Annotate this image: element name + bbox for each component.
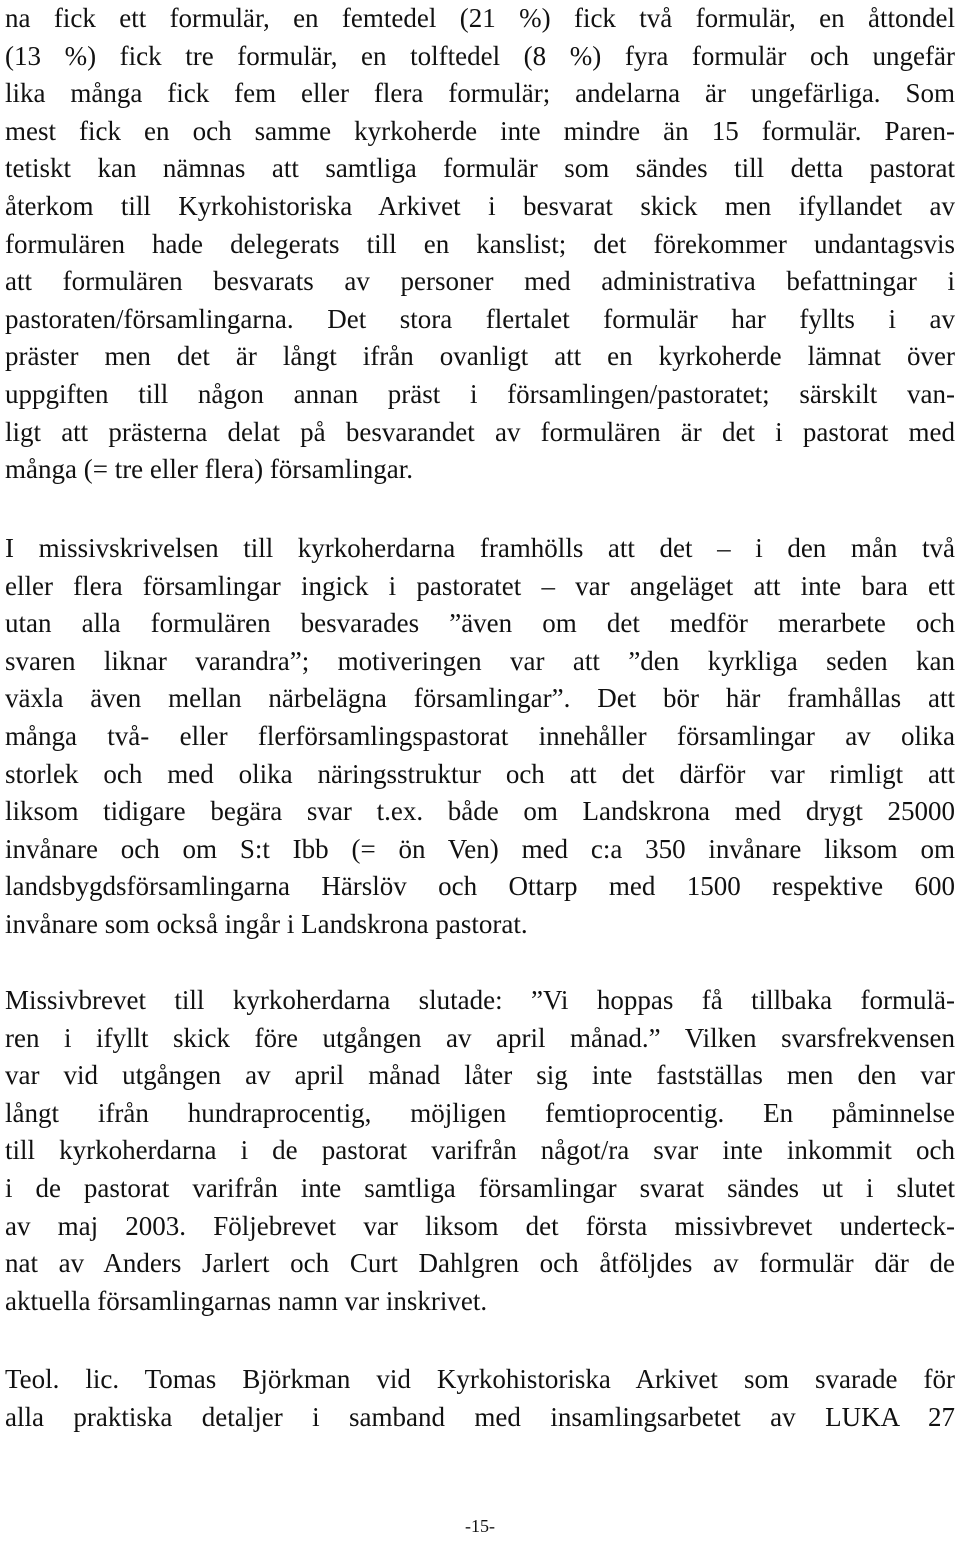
text-line: storlek och med olika näringsstruktur och att det därför var rimligt att bbox=[5, 758, 955, 789]
text-line: Teol. lic. Tomas Björkman vid Kyrkohistoriska Arkivet som svarade för bbox=[5, 1364, 955, 1394]
text-line: utan alla formulären besvarades ”även om det medför merarbete och bbox=[5, 608, 955, 639]
text-line: uppgiften till någon annan präst i församlingen/pastoratet; särskilt van- bbox=[5, 378, 955, 409]
text-line: återkom till Kyrkohistoriska Arkivet i besvarat skick men ifyllandet av bbox=[5, 190, 955, 221]
text-line: att formulären besvarats av personer med administrativa befattningar i bbox=[5, 266, 955, 297]
text-line: ligt att prästerna delat på besvarandet av formulären är det i pastorat med bbox=[5, 416, 955, 447]
text-line: av maj 2003. Följebrevet var liksom det första missivbrevet underteck- bbox=[5, 1210, 955, 1241]
paragraph-4 bbox=[5, 1361, 955, 1436]
text-line: många två- eller flerförsamlingspastorat innehåller församlingar av olika bbox=[5, 720, 955, 751]
text-line: ren i ifyllt skick före utgången av april månad.” Vilken svarsfrekvensen bbox=[5, 1022, 955, 1053]
text-line: alla praktiska detaljer i samband med insamlingsarbetet av LUKA 27 bbox=[5, 1401, 955, 1432]
text-line: invånare och om S:t Ibb (= ön Ven) med c:a 350 invånare liksom om bbox=[5, 833, 955, 864]
text-line: präster men det är långt ifrån ovanligt att en kyrkoherde lämnat över bbox=[5, 341, 955, 372]
text-line: formulären hade delegerats till en kanslist; det förekommer undantagsvis bbox=[5, 228, 955, 259]
text-line: liksom tidigare begära svar t.ex. både om Landskrona med drygt 25000 bbox=[5, 796, 955, 827]
text-line: i de pastorat varifrån inte samtliga församlingar svarat sändes ut i slutet bbox=[5, 1172, 955, 1203]
text-line: aktuella församlingarnas namn var inskrivet. bbox=[5, 1285, 488, 1316]
text-line: mest fick en och samme kyrkoherde inte mindre än 15 formulär. Paren- bbox=[5, 115, 955, 146]
paragraph-2 bbox=[5, 530, 955, 944]
text-line: landsbygdsförsamlingarna Härslöv och Ottarp med 1500 respektive 600 bbox=[5, 871, 955, 902]
text-line: tetiskt kan nämnas att samtliga formulär som sändes till detta pastorat bbox=[5, 153, 955, 184]
text-line: var vid utgången av april månad låter sig inte fastställas men den var bbox=[5, 1060, 955, 1091]
text-line: I missivskrivelsen till kyrkoherdarna framhölls att det – i den mån två bbox=[5, 533, 955, 563]
text-line: många (= tre eller flera) församlingar. bbox=[5, 454, 414, 485]
text-line: långt ifrån hundraprocentig, möjligen femtioprocentig. En påminnelse bbox=[5, 1097, 955, 1128]
paragraph-3 bbox=[5, 982, 955, 1320]
text-line: svaren liknar varandra”; motiveringen var att ”den kyrkliga seden kan bbox=[5, 645, 955, 676]
text-line: Missivbrevet till kyrkoherdarna slutade: ”Vi hoppas få tillbaka formulä- bbox=[5, 985, 955, 1015]
page-number: -15- bbox=[465, 1516, 495, 1536]
text-line: lika många fick fem eller flera formulär; andelarna är ungefärliga. Som bbox=[5, 78, 955, 109]
text-line: till kyrkoherdarna i de pastorat varifrån något/ra svar inte inkommit och bbox=[5, 1135, 955, 1166]
text-line: eller flera församlingar ingick i pastoratet – var angeläget att inte bara ett bbox=[5, 570, 955, 601]
text-line: växla även mellan närbelägna församlingar”. Det bör här framhållas att bbox=[5, 683, 955, 714]
text-line: invånare som också ingår i Landskrona pastorat. bbox=[5, 908, 528, 939]
text-line: nat av Anders Jarlert och Curt Dahlgren och åtföljdes av formulär där de bbox=[5, 1248, 955, 1279]
paragraph-1 bbox=[5, 0, 955, 489]
text-line: na fick ett formulär, en femtedel (21 %) fick två formulär, en åttondel bbox=[5, 3, 955, 33]
text-line: pastoraten/församlingarna. Det stora flertalet formulär har fyllts i av bbox=[5, 303, 955, 334]
text-line: (13 %) fick tre formulär, en tolftedel (8 %) fyra formulär och ungefär bbox=[5, 40, 955, 71]
